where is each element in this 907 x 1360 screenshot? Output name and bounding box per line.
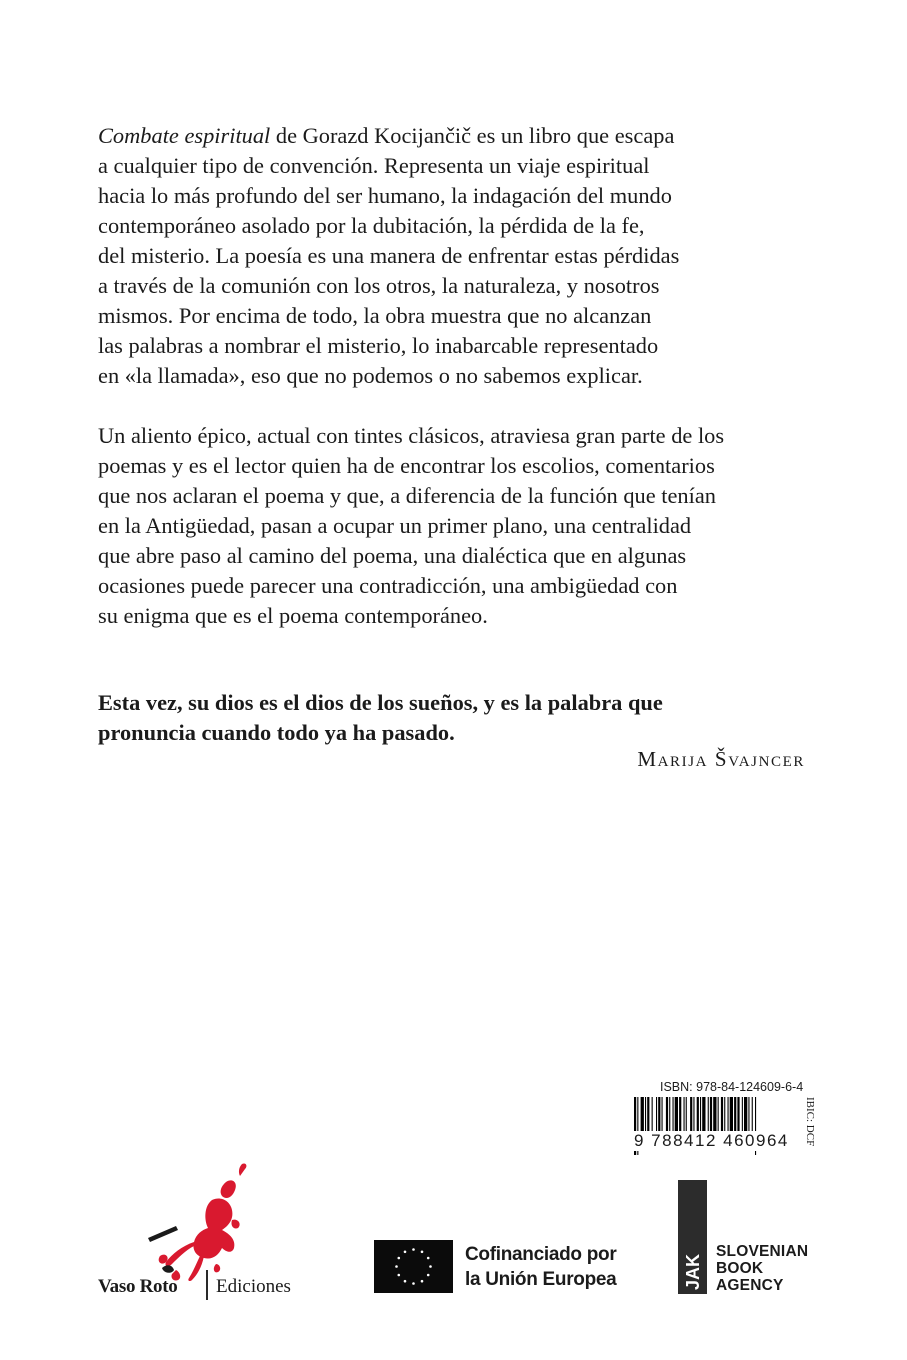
barcode-bar — [708, 1097, 709, 1131]
blurb-paragraph-1 — [98, 121, 818, 391]
paragraph-line: en «la llamada», eso que no podemos o no sabemos explicar. — [98, 363, 643, 388]
agency-name-line-1: SLOVENIAN — [716, 1243, 809, 1260]
barcode-bar — [658, 1097, 660, 1131]
paragraph-line: mismos. Por encima de todo, la obra muestra que no alcanzan — [98, 303, 652, 328]
eu-text-line-1: Cofinanciado por — [465, 1244, 617, 1265]
eu-star-icon — [412, 1282, 415, 1285]
barcode-bar — [700, 1097, 701, 1131]
eu-star-icon — [427, 1274, 430, 1277]
barcode-bar — [721, 1097, 723, 1131]
quote-line: Esta vez, su dios es el dios de los sueños, y es la palabra que — [98, 690, 663, 715]
paragraph-line: del misterio. La poesía es una manera de enfrentar estas pérdidas — [98, 243, 680, 268]
eu-star-icon — [427, 1257, 430, 1260]
barcode-bar — [656, 1097, 657, 1131]
eu-cofinancing-text — [465, 1242, 616, 1292]
paragraph-line: que nos aclaran el poema y que, a diferencia de la función que tenían — [98, 483, 716, 508]
paragraph-line: su enigma que es el poema contemporáneo. — [98, 603, 488, 628]
barcode-bar — [675, 1097, 678, 1131]
review-quote — [98, 688, 818, 748]
agency-name-line-2: BOOK — [716, 1260, 764, 1277]
jak-logo-letters: JAK — [683, 1253, 703, 1290]
barcode-bar — [724, 1097, 725, 1131]
barcode-bar — [652, 1097, 653, 1131]
eu-star-icon — [397, 1274, 400, 1277]
barcode-bar — [686, 1097, 687, 1131]
barcode-bar — [666, 1097, 668, 1131]
barcode-bar — [697, 1097, 699, 1131]
quote-line: pronuncia cuando todo ya ha pasado. — [98, 720, 455, 745]
paragraph-line: las palabras a nombrar el misterio, lo inabarcable representado — [98, 333, 659, 358]
paragraph-line: hacia lo más profundo del ser humano, la indagación del mundo — [98, 183, 672, 208]
barcode-bar — [690, 1097, 692, 1131]
barcode-bar — [742, 1097, 743, 1131]
agency-name — [716, 1243, 808, 1294]
eu-star-icon — [412, 1248, 415, 1251]
barcode-bar — [673, 1097, 674, 1131]
barcode-bar — [730, 1097, 733, 1131]
paragraph-line: en la Antigüedad, pasan a ocupar un primer plano, una centralidad — [98, 513, 692, 538]
eu-star-icon — [429, 1265, 432, 1268]
book-title: Combate espiritual — [98, 123, 271, 148]
barcode-bar — [718, 1097, 719, 1131]
barcode-bar — [669, 1097, 670, 1131]
publisher-subtitle: Ediciones — [216, 1276, 291, 1297]
quote-author: Marija Švajncer — [637, 747, 805, 771]
barcode-bar — [710, 1097, 712, 1131]
barcode-bar — [737, 1097, 739, 1131]
eu-star-icon — [395, 1265, 398, 1268]
eu-flag-icon — [374, 1240, 453, 1293]
publisher-divider — [206, 1270, 208, 1300]
paragraph-line: poemas y es el lector quien ha de encontrar los escolios, comentarios — [98, 453, 715, 478]
barcode-bar — [641, 1097, 644, 1131]
paragraph-1-line-1: Combate espiritual de Gorazd Kocijančič es un libro que escapa — [98, 123, 675, 148]
eu-star-icon — [404, 1280, 407, 1283]
paragraph-line: a cualquier tipo de convención. Representa un viaje espiritual — [98, 153, 650, 178]
barcode-bar — [693, 1097, 694, 1131]
barcode-bar — [728, 1097, 729, 1131]
paragraph-line: a través de la comunión con los otros, la naturaleza, y nosotros — [98, 273, 660, 298]
barcode-bar — [679, 1097, 681, 1131]
agency-name-line-3: AGENCY — [716, 1277, 784, 1294]
isbn-label: ISBN: 978-84-124609-6-4 — [660, 1080, 804, 1094]
eu-star-icon — [397, 1257, 400, 1260]
barcode-bar — [713, 1097, 716, 1131]
barcode-bar — [702, 1097, 705, 1131]
publisher-name: Vaso Roto — [98, 1276, 178, 1297]
paragraph-line: contemporáneo asolado por la dubitación, la pérdida de la fe, — [98, 213, 645, 238]
barcode-digits: 9 788412 460964 — [634, 1131, 789, 1150]
blurb-paragraph-2 — [98, 421, 818, 631]
barcode-bar — [752, 1097, 753, 1131]
barcode-bar — [744, 1097, 747, 1131]
barcode-bar — [684, 1097, 685, 1131]
barcode-bar — [662, 1097, 663, 1131]
eu-star-icon — [421, 1250, 424, 1253]
eu-star-icon — [421, 1280, 424, 1283]
vaso-roto-logo — [142, 1160, 252, 1295]
barcode-bar — [734, 1097, 736, 1131]
paragraph-line: ocasiones puede parecer una contradicción, una ambigüedad con — [98, 573, 678, 598]
barcode-bar — [647, 1097, 649, 1131]
eu-text-line-2: la Unión Europea — [465, 1269, 617, 1290]
ibic-code: IBIC: DCF — [804, 1097, 816, 1147]
barcode-bar — [748, 1097, 749, 1131]
barcode-bar — [645, 1097, 646, 1131]
paragraph-line: Un aliento épico, actual con tintes clásicos, atraviesa gran parte de los — [98, 423, 725, 448]
eu-star-icon — [404, 1250, 407, 1253]
paragraph-line: que abre paso al camino del poema, una dialéctica que en algunas — [98, 543, 687, 568]
